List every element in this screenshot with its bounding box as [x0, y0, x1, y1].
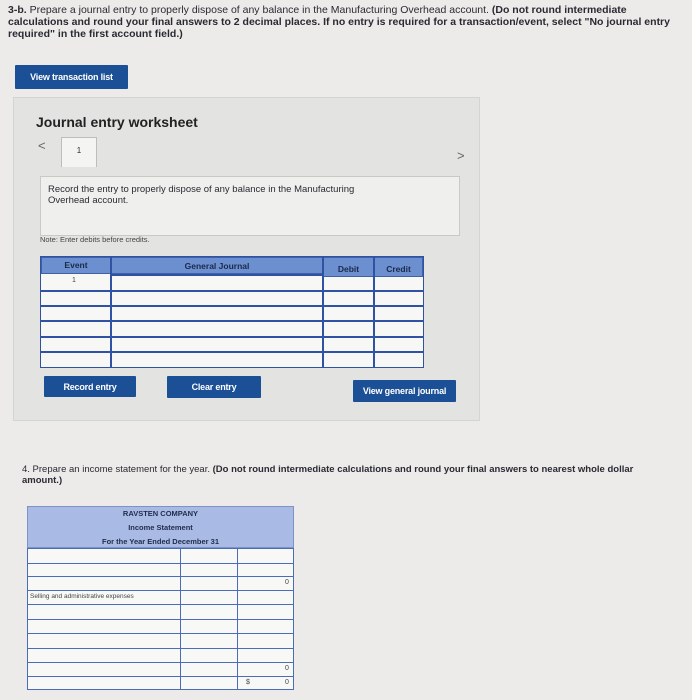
- is-row-divider: [27, 676, 294, 677]
- tab-entry-1[interactable]: [61, 137, 97, 167]
- event-header-label: Event: [64, 260, 88, 270]
- income-statement-header: [27, 506, 294, 548]
- company-name: RAVSTEN COMPANY: [122, 509, 199, 518]
- question-3b: [8, 4, 688, 40]
- record-entry-button[interactable]: Record entry: [44, 376, 136, 397]
- selling-admin-expenses-label: Selling and administrative expenses: [30, 593, 134, 600]
- credit-field-row-1[interactable]: [375, 276, 422, 289]
- is-row-divider: [27, 633, 294, 634]
- statement-title: Income Statement: [128, 523, 193, 532]
- debit-field-row-1[interactable]: [324, 276, 373, 289]
- is-row-divider: [27, 590, 294, 591]
- worksheet-title: Journal entry worksheet: [36, 114, 198, 130]
- question-text: Prepare a journal entry to properly dispose of any balance in the Manufacturing Overhead account.: [29, 4, 489, 16]
- journal-row-divider: [41, 351, 423, 353]
- statement-period: For the Year Ended December 31: [102, 537, 219, 546]
- journal-row-divider: [41, 290, 423, 292]
- is-total-value-2: 0: [285, 679, 289, 686]
- is-row-divider: [27, 648, 294, 649]
- question-instructions: (Do not round intermediate calculations and round your final answers to 2 decimal places. If no entry is required for a transaction/event, select "No journal entry required" in the first account field.): [8, 4, 670, 40]
- view-transaction-list-button[interactable]: View transaction list: [15, 65, 128, 89]
- dollar-sign: $: [246, 679, 250, 686]
- journal-row-divider: [41, 320, 423, 322]
- is-row-divider: [27, 662, 294, 663]
- is-row-value: 0: [285, 579, 289, 586]
- journal-row-divider: [41, 336, 423, 338]
- is-row-divider: [27, 563, 294, 564]
- entry-prompt-box: [40, 176, 460, 236]
- tab-number: 1: [76, 146, 82, 155]
- view-general-journal-button[interactable]: View general journal: [353, 380, 456, 402]
- journal-row-divider: [41, 305, 423, 307]
- clear-entry-button[interactable]: Clear entry: [167, 376, 261, 398]
- is-total-value-1: 0: [285, 665, 289, 672]
- entry-prompt-text: Record the entry to properly dispose of any balance in the Manufacturing Overhead account.: [48, 184, 355, 206]
- question-prefix: 3-b.: [8, 4, 27, 16]
- debit-header-label: Debit: [337, 264, 360, 274]
- general-journal-column-header: [111, 257, 323, 274]
- next-arrow-icon[interactable]: >: [457, 148, 465, 163]
- is-row-divider: [27, 619, 294, 620]
- debit-column-header: [323, 257, 374, 277]
- question-4-instructions: (Do not round intermediate calculations and round your final answers to nearest whole dollar amount.): [22, 464, 634, 486]
- event-column-header: [41, 257, 111, 274]
- debits-note: Note: Enter debits before credits.: [40, 235, 150, 244]
- question-4: [22, 464, 662, 486]
- question-4-text: 4. Prepare an income statement for the year.: [22, 464, 210, 475]
- credit-header-label: Credit: [386, 264, 411, 274]
- general-journal-header-label: General Journal: [184, 261, 250, 271]
- event-number: 1: [72, 277, 76, 284]
- credit-column-header: [374, 257, 423, 277]
- prev-arrow-icon[interactable]: <: [38, 138, 46, 153]
- is-row-divider: [27, 604, 294, 605]
- is-row-divider: [27, 576, 294, 577]
- account-field-row-1[interactable]: [112, 276, 322, 289]
